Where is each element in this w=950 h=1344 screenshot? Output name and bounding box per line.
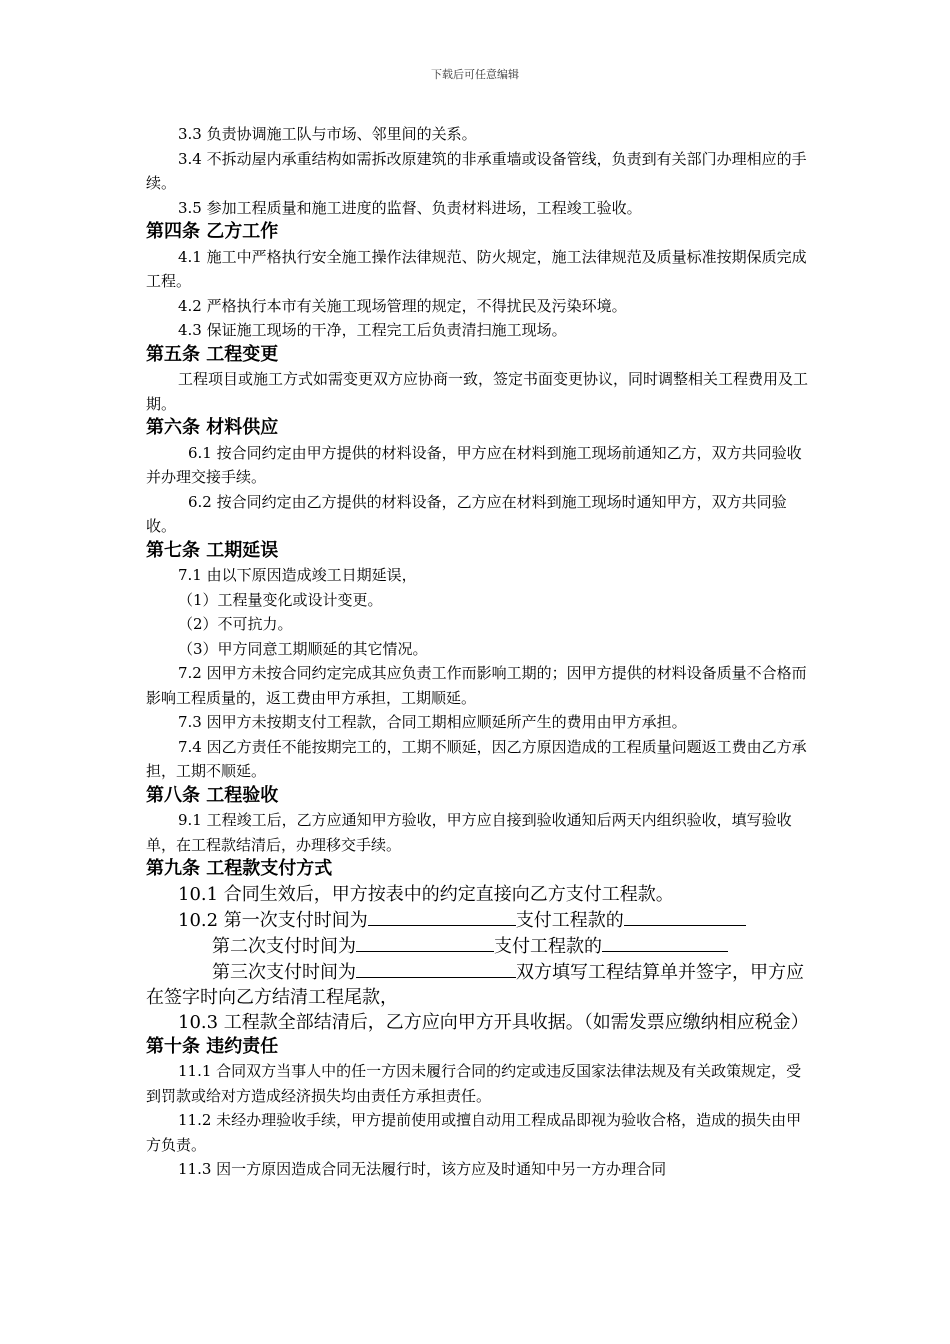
clause-10-2-line-1 [146, 907, 810, 933]
first-payment-time-blank [368, 907, 516, 926]
second-payment-time-blank [356, 933, 494, 952]
clause-4-2: 4.2 严格执行本市有关施工现场管理的规定，不得扰民及污染环境。 [178, 296, 627, 315]
article-4-heading: 第四条 乙方工作 [146, 221, 279, 242]
clause-10-2-second-amount-label: 支付工程款的 [494, 935, 602, 957]
clause-7-1-item-1: （1）工程量变化或设计变更。 [178, 590, 383, 609]
first-payment-amount-blank [624, 907, 746, 926]
clause-6-2: 6.2 按合同约定由乙方提供的材料设备，乙方应在材料到施工现场时通知甲方，双方共同验收。 [146, 492, 787, 535]
third-payment-time-blank [356, 959, 516, 978]
clause-7-4: 7.4 因乙方责任不能按期完工的，工期不顺延，因乙方原因造成的工程质量问题返工费由乙方承担，工期不顺延。 [146, 737, 807, 780]
article-5-text: 工程项目或施工方式如需变更双方应协商一致，签定书面变更协议，同时调整相关工程费用及工期。 [146, 370, 809, 413]
clause-10-2-line-2 [146, 933, 810, 959]
clause-7-3: 7.3 因甲方未按期支付工程款，合同工期相应顺延所产生的费用由甲方承担。 [178, 713, 687, 731]
clause-7-2: 7.2 因甲方未按合同约定完成其应负责工作而影响工期的；因甲方提供的材料设备质量不合格而影响工程质量的，返工费由甲方承担，工期顺延。 [146, 664, 807, 707]
clause-10-2-second-time-label: 第二次支付时间为 [212, 935, 356, 957]
clause-10-2-line-3 [146, 959, 810, 1010]
clause-7-1: 7.1 由以下原因造成竣工日期延误， [178, 566, 417, 584]
clause-9-1: 9.1 工程竣工后，乙方应通知甲方验收，甲方应自接到验收通知后两天内组织验收，填写验收单，在工程款结清后，办理移交手续。 [146, 811, 792, 854]
clause-10-2-first-time-label: 10.2 第一次支付时间为 [178, 909, 368, 931]
clause-10-2-third-time-label: 第三次支付时间为 [212, 961, 356, 983]
document-body [146, 122, 810, 1182]
clause-4-3: 4.3 保证施工现场的干净，工程完工后负责清扫施工现场。 [178, 321, 567, 339]
clause-3-3: 3.3 负责协调施工队与市场、邻里间的关系。 [178, 125, 477, 143]
clause-3-5: 3.5 参加工程质量和施工进度的监督、负责材料进场，工程竣工验收。 [178, 198, 642, 217]
article-10-heading: 第十条 违约责任 [146, 1035, 279, 1057]
clause-11-2: 11.2 未经办理验收手续，甲方提前使用或擅自动用工程成品即视为验收合格，造成的损失由甲方负责。 [146, 1111, 802, 1154]
clause-10-3: 10.3 工程款全部结清后，乙方应向甲方开具收据。（如需发票应缴纳相应税金） [178, 1011, 809, 1033]
clause-11-3: 11.3 因一方原因造成合同无法履行时，该方应及时通知中另一方办理合同 [178, 1160, 667, 1178]
clause-7-1-item-3: （3）甲方同意工期顺延的其它情况。 [178, 639, 428, 658]
clause-10-2-third-settlement: 双方填写工程结算单并签字，甲方应在签字时向乙方结清工程尾款， [146, 961, 804, 1008]
clause-6-1: 6.1 按合同约定由甲方提供的材料设备，甲方应在材料到施工现场前通知乙方，双方共同验收并办理交接手续。 [146, 443, 802, 486]
second-payment-amount-blank [602, 933, 728, 952]
article-5-heading: 第五条 工程变更 [146, 343, 279, 365]
clause-3-4: 3.4 不拆动屋内承重结构如需拆改原建筑的非承重墙或设备管线，负责到有关部门办理相应的手续。 [146, 149, 807, 192]
article-6-heading: 第六条 材料供应 [146, 417, 279, 438]
clause-10-1: 10.1 合同生效后，甲方按表中的约定直接向乙方支付工程款。 [178, 883, 674, 905]
clause-10-2-first-amount-label: 支付工程款的 [515, 909, 624, 931]
article-7-heading: 第七条 工期延误 [146, 539, 279, 561]
clause-7-1-item-2: （2）不可抗力。 [178, 615, 293, 633]
article-8-heading: 第八条 工程验收 [146, 784, 279, 806]
article-9-heading: 第九条 工程款支付方式 [146, 858, 333, 879]
clause-4-1: 4.1 施工中严格执行安全施工操作法律规范、防火规定，施工法律规范及质量标准按期保质完成工程。 [146, 247, 807, 290]
clause-11-1: 11.1 合同双方当事人中的任一方因未履行合同的约定或违反国家法律法规及有关政策规定，受到罚款或给对方造成经济损失均由责任方承担责任。 [146, 1062, 802, 1105]
page-header: 下载后可任意编辑 [431, 68, 519, 81]
